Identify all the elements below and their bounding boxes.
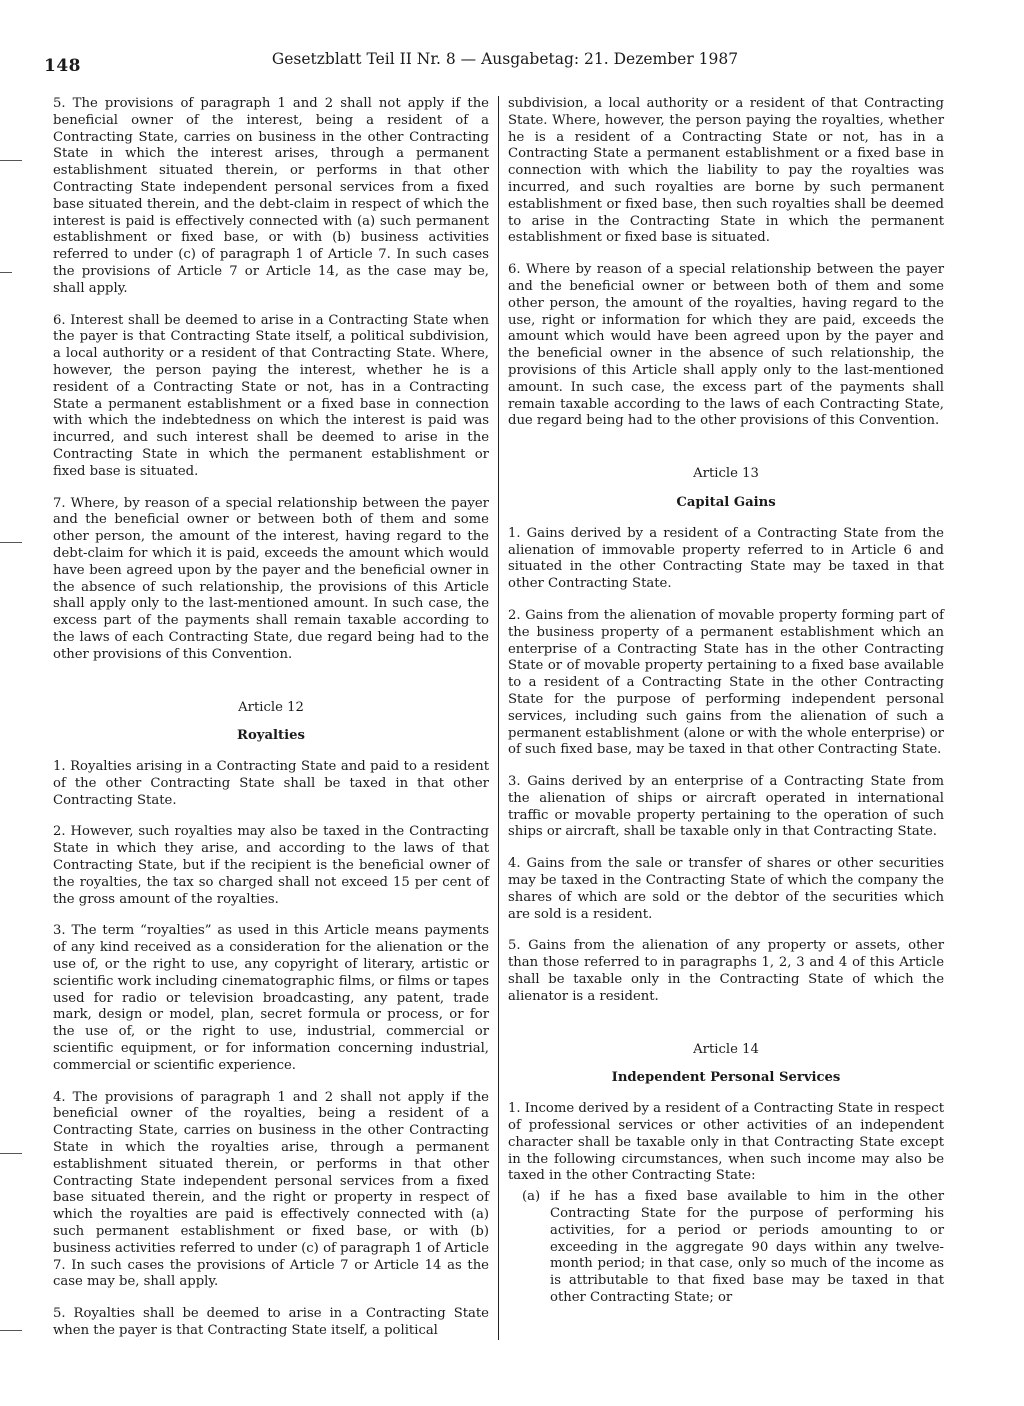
margin-mark — [0, 542, 22, 543]
paragraph-royalties-4: 4. The provisions of paragraph 1 and 2 shall not apply if the beneficial owner of the royalties, being a resident of a Contracting State, carries on business in the other Contracting State in which the royalties arise, through a permanent establishment situated therein, or performs in that other Contracting State independent personal services from a fixed base situated therein, and the right or property in respect of which the royalties are paid is effectively connected with (a) such permanent establishment or fixed base, or with (b) business activities referred to under (c) of paragraph 1 of Article 7. In such cases the provisions of Article 7 or Article 14 as the case may be, shall apply. — [53, 1089, 489, 1290]
paragraph-interest-5: 5. The provisions of paragraph 1 and 2 shall not apply if the beneficial owner of the interest, being a resident of a Contracting State, carries on business in the other Contracting State in which the interest arises, through a permanent establishment situated therein, or performs in that other Contracting State independent personal services from a fixed base situated therein, and the debt-claim in respect of which the interest is paid is effectively connected with (a) such permanent establishment or fixed base, or with (b) business activities referred to under (c) of paragraph 1 of Article 7. In such cases the provisions of Article 7 or Article 14, as the case may be, shall apply. — [53, 96, 489, 296]
column-divider — [498, 96, 499, 1340]
article-14-title: Independent Personal Services — [611, 1070, 841, 1086]
article-14-heading: Article 14 — [693, 1041, 759, 1057]
paragraph-royalties-2: 2. However, such royalties may also be taxed in the Contracting State in which they arise, and according to the laws of that Contracting State, but if the recipient is the beneficial owner of the royalties, the tax so charged shall not exceed 15 per cent of the gross amount of the royalties. — [53, 824, 489, 907]
paragraph-royalties-3: 3. The term “royalties” as used in this Article means payments of any kind received as a consideration for the alienation or the use of, or the right to use, any copyright of literary, artistic or scientific work including cinematographic films, or films or tapes used for radio or television broadcasting, any patent, trade mark, design or model, plan, secret formula or process, or for the use of, or the right to use, industrial, commercial or scientific equipment, or for information concerning industrial, commercial or scientific experience. — [53, 923, 489, 1073]
sub-item-text: if he has a fixed base available to him in the other Contracting State for the purpose of performing his activities, for a period or periods amounting to or exceeding in the aggregate 90 days within any twelve-month period; in that case, only so much of the income as is attributable to that fixed base may be taxed in that other Contracting State; or — [550, 1189, 944, 1306]
paragraph-capital-gains-3: 3. Gains derived by an enterprise of a Contracting State from the alienation of ships or aircraft operated in international traffic or movable property pertaining to the operation of such ships or aircraft, shall be taxable only in that Contracting State. — [508, 774, 944, 840]
paragraph-capital-gains-2: 2. Gains from the alienation of movable property forming part of the business property of a permanent establishment which an enterprise of a Contracting State has in the other Contracting State or of movable property pertaining to a fixed base available to a resident of a Contracting State in the other Contracting State for the purpose of performing independent personal services, including such gains from the alienation of such a permanent establishment (alone or with the whole enterprise) or of such fixed base, may be taxed in that other Contracting State. — [508, 607, 944, 758]
margin-mark — [0, 1153, 22, 1154]
paragraph-independent-services-1: 1. Income derived by a resident of a Contracting State in respect of professional services or other activities of an independent character shall be taxable only in that Contracting State except in the following circumstances, when such income may also be taxed in the other Contracting State: — [508, 1101, 944, 1184]
article-13-heading: Article 13 — [693, 466, 759, 482]
article-12-title: Royalties — [237, 728, 305, 744]
margin-mark — [0, 272, 12, 273]
page-number: 148 — [44, 56, 81, 76]
margin-mark — [0, 1330, 22, 1331]
margin-mark — [0, 160, 22, 161]
paragraph-capital-gains-1: 1. Gains derived by a resident of a Contracting State from the alienation of immovable property referred to in Article 6 and situated in the other Contracting State may be taxed in that other Contracting State. — [508, 525, 944, 592]
article-12-heading: Article 12 — [238, 699, 304, 715]
sub-item-a — [508, 1189, 944, 1307]
sub-item-label: (a) — [522, 1189, 541, 1205]
paragraph-interest-7: 7. Where, by reason of a special relationship between the payer and the beneficial owner or between both of them and some other person, the amount of the interest, having regard to the debt-claim for which it is paid, exceeds the amount which would have been agreed upon by the payer and the beneficial owner in the absence of such relationship, the provisions of this Article shall apply only to the last-mentioned amount. In such case, the excess part of the payments shall remain taxable according to the laws of each Contracting State, due regard being had to the other provisions of this Convention. — [53, 495, 489, 662]
paragraph-royalties-6: 6. Where by reason of a special relationship between the payer and the beneficial owner or between both of them and some other person, the amount of the royalties, having regard to the use, right or information for which they are paid, exceeds the amount which would have been agreed upon by the payer and the beneficial owner in the absence of such relationship, the provisions of this Article shall apply only to the last-mentioned amount. In such case, the excess part of the payments shall remain taxable according to the laws of each Contracting State, due regard being had to the other provisions of this Convention. — [508, 262, 944, 429]
paragraph-royalties-1: 1. Royalties arising in a Contracting State and paid to a resident of the other Contracting State shall be taxed in that other Contracting State. — [53, 759, 489, 808]
paragraph-royalties-5-start: 5. Royalties shall be deemed to arise in a Contracting State when the payer is that Contracting State itself, a political — [53, 1306, 489, 1338]
left-column — [53, 96, 489, 1355]
paragraph-capital-gains-5: 5. Gains from the alienation of any property or assets, other than those referred to in paragraphs 1, 2, 3 and 4 of this Article shall be taxable only in the Contracting State of which the alienator is a resident. — [508, 938, 944, 1004]
paragraph-capital-gains-4: 4. Gains from the sale or transfer of shares or other securities may be taxed in the Contracting State of which the company the shares of which are sold or the debtor of the securities which are sold is a resident. — [508, 856, 944, 922]
running-title: Gesetzblatt Teil II Nr. 8 — Ausgabetag: 21. Dezember 1987 — [271, 50, 739, 68]
paragraph-royalties-5-continued: subdivision, a local authority or a resident of that Contracting State. Where, however, the person paying the royalties, whether he is a resident of a Contracting State or not, has in a Contracting State a permanent establishment or a fixed base in connection with which the liability to pay the royalties was incurred, and such royalties are borne by such permanent establishment or fixed base, then such royalties shall be deemed to arise in the Contracting State in which the permanent establishment or fixed base is situated. — [508, 96, 944, 246]
paragraph-interest-6: 6. Interest shall be deemed to arise in a Contracting State when the payer is that Contracting State itself, a political subdivision, a local authority or a resident of that Contracting State. Where, however, the person paying the interest, whether he is a resident of a Contracting State or not, has in a Contracting State a permanent establishment or a fixed base in connection with which the indebtedness on which the interest is paid was incurred, and such interest shall be deemed to arise in the Contracting State in which the permanent establishment or fixed base is situated. — [53, 312, 489, 479]
right-column — [508, 96, 944, 1307]
article-13-title: Capital Gains — [676, 494, 776, 510]
